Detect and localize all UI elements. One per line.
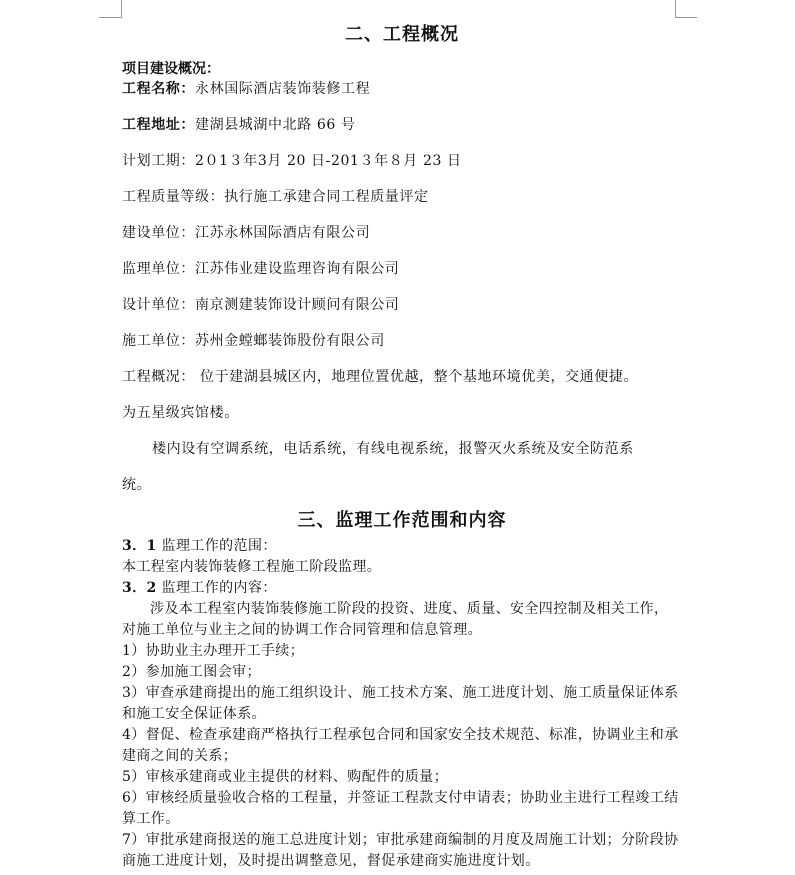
section-3-2-text: 监理工作的内容：: [161, 580, 277, 596]
quality-line: 工程质量等级：执行施工承建合同工程质量评定: [122, 189, 429, 205]
project-name-label: 工程名称：: [122, 81, 195, 97]
section-3-2-heading: [122, 578, 682, 599]
page-corner-mark-left: [121, 0, 122, 18]
systems-line-1: 楼内设有空调系统，电话系统，有线电视系统，报警灭火系统及安全防范系: [152, 441, 634, 457]
systems-line-2: 统。: [122, 477, 152, 493]
overview-line-1: 工程概况： 位于建湖县城区内，地理位置优越，整个基地环境优美，交通便捷。: [122, 369, 639, 385]
section-2-title: 二、工程概况: [345, 24, 459, 45]
section-3-title: 三、监理工作范围和内容: [297, 510, 507, 531]
project-address-value: 建湖县城湖中北路 66 号: [195, 117, 356, 133]
content-item-1: 1）协助业主办理开工手续；: [122, 643, 305, 659]
content-item-3: 3）审查承建商提出的施工组织设计、施工技术方案、施工进度计划、施工质量保证体系和施工安全保证体系。: [122, 685, 679, 722]
page-corner-mark-right: [675, 0, 676, 18]
project-address-line: [122, 114, 682, 136]
content-item-2: 2）参加施工图会审；: [122, 664, 261, 680]
section-3-1-text: 监理工作的范围：: [161, 538, 277, 554]
project-name-line: [122, 78, 682, 100]
content-item-6: 6）审核经质量验收合格的工程量，并签证工程款支付申请表；协助业主进行工程竣工结算工作。: [122, 790, 679, 827]
project-name-value: 永林国际酒店装饰装修工程: [195, 81, 371, 97]
supervisor-line: 监理单位：江苏伟业建设监理咨询有限公司: [122, 261, 400, 277]
content-item-5: 5）审核承建商或业主提供的材料、购配件的质量；: [122, 769, 449, 785]
content-item-7: 7）审批承建商报送的施工总进度计划；审批承建商编制的月度及周施工计划；分阶段协商施工进度计划，及时提出调整意见，督促承建商实施进度计划。: [122, 832, 679, 869]
project-address-label: 工程地址：: [122, 117, 195, 133]
section-3-1-heading: [122, 536, 682, 557]
schedule-line: 计划工期：2０1３年3月 20 日-201３年８月 23 日: [122, 153, 462, 169]
document-body: [122, 18, 682, 872]
content-paragraph: 涉及本工程室内装饰装修施工阶段的投资、进度、质量、安全四控制及相关工作，对施工单位与业主之间的协调工作合同管理和信息管理。: [122, 601, 669, 638]
designer-line: 设计单位：南京测建装饰设计顾问有限公司: [122, 297, 400, 313]
content-item-4: 4）督促、检查承建商严格执行工程承包合同和国家安全技术规范、标准，协调业主和承建商之间的关系；: [122, 727, 679, 764]
project-overview-heading: 项目建设概况：: [122, 61, 220, 77]
overview-line-2: 为五星级宾馆楼。: [122, 405, 239, 421]
section-3-2-number: 3．2: [122, 580, 157, 596]
section-3-1-body: 本工程室内装饰装修工程施工阶段监理。: [122, 559, 382, 575]
builder-line: 建设单位：江苏永林国际酒店有限公司: [122, 225, 371, 241]
contractor-line: 施工单位：苏州金螳螂装饰股份有限公司: [122, 333, 385, 349]
section-3-1-number: 3．1: [122, 538, 157, 554]
page-corner-mark-left-h: [99, 17, 121, 18]
